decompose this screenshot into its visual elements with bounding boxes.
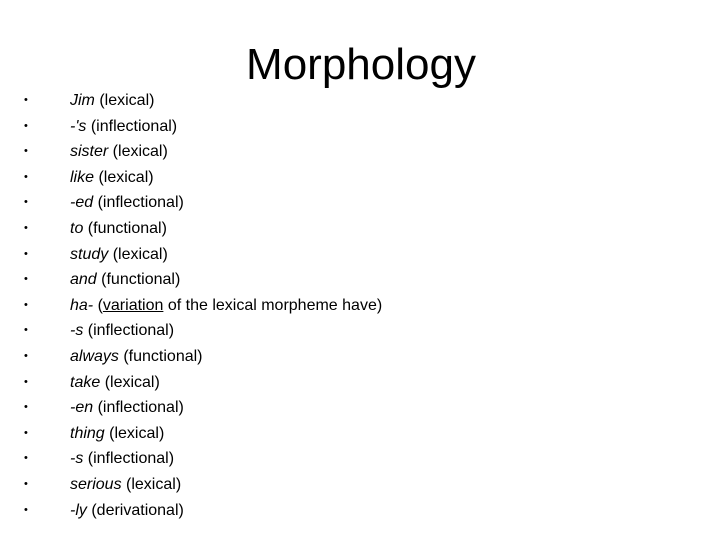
bullet-icon: • [24, 273, 28, 286]
morpheme-type: (inflectional) [83, 322, 175, 340]
list-item-text [70, 139, 168, 165]
morpheme-type: (lexical) [121, 475, 182, 493]
list-item-text [70, 216, 167, 242]
morpheme-type: (inflectional) [93, 194, 184, 212]
list-item-text [70, 472, 181, 498]
morpheme-type: (lexical) [108, 143, 168, 161]
morpheme-type: (lexical) [108, 245, 168, 263]
morpheme-word: ha- [70, 296, 94, 314]
bullet-icon: • [24, 503, 28, 516]
bullet-icon: • [24, 119, 28, 132]
list-item-text [70, 498, 184, 524]
morpheme-word: take [70, 373, 101, 391]
list-item-text [70, 165, 154, 191]
bullet-icon: • [24, 170, 28, 183]
slide-title-text: Morphology [246, 40, 476, 89]
morpheme-type: (inflectional) [86, 117, 178, 135]
morpheme-word: to [70, 219, 84, 237]
morpheme-word: -en [70, 399, 94, 417]
bullet-icon: • [24, 426, 28, 439]
morpheme-word: -s [70, 322, 84, 340]
morpheme-word: like [70, 168, 95, 186]
morpheme-word: -ly [70, 501, 87, 519]
list-item-text [70, 190, 184, 216]
bullet-icon: • [24, 452, 28, 465]
list-item-text [70, 344, 203, 370]
underlined-term: variation [102, 296, 164, 314]
morpheme-type: (lexical) [94, 92, 155, 109]
morpheme-type: (derivational) [86, 501, 184, 519]
bullet-icon: • [24, 349, 28, 362]
bullet-icon: • [24, 145, 28, 158]
list-item-text [70, 446, 174, 472]
list-item-text [70, 267, 180, 293]
list-item-text [70, 421, 164, 447]
bullet-icon: • [24, 401, 28, 414]
morpheme-word: -ed [70, 194, 94, 212]
list-item-text [70, 114, 177, 140]
list-item-text [70, 242, 168, 268]
morpheme-word: serious [70, 475, 122, 493]
morpheme-type: (functional) [83, 219, 167, 237]
morpheme-type-rest: of the lexical morpheme have) [163, 296, 383, 314]
bullet-icon: • [24, 94, 28, 106]
morpheme-word: study [70, 245, 109, 263]
morpheme-type: (lexical) [94, 168, 154, 186]
list-item-text [70, 293, 382, 319]
bullet-icon: • [24, 375, 28, 388]
morpheme-type: (lexical) [104, 424, 165, 442]
bullet-icon: • [24, 221, 28, 234]
morpheme-type: (functional) [96, 271, 181, 289]
morpheme-type: (inflectional) [93, 399, 184, 417]
morpheme-word: thing [70, 424, 105, 442]
bullet-icon: • [24, 196, 28, 209]
morpheme-type: (inflectional) [83, 450, 175, 468]
morpheme-word: -s [70, 450, 84, 468]
morpheme-word: -'s [70, 117, 87, 135]
slide-title [0, 36, 720, 94]
bullet-icon: • [24, 298, 28, 311]
bullet-icon: • [24, 324, 28, 337]
list-item-text [70, 318, 174, 344]
morpheme-word: and [70, 271, 97, 289]
bullet-icon: • [24, 477, 28, 490]
bullet-icon: • [24, 247, 28, 260]
morpheme-type: (lexical) [100, 373, 160, 391]
morpheme-type: (functional) [118, 347, 203, 365]
morpheme-type-open: ( [93, 296, 103, 314]
morpheme-word: sister [70, 143, 109, 161]
list-item-text [70, 395, 184, 421]
list-item-text [70, 370, 160, 396]
list-item-text [70, 88, 154, 114]
morpheme-word: always [70, 347, 119, 365]
morpheme-word: Jim [70, 92, 95, 109]
